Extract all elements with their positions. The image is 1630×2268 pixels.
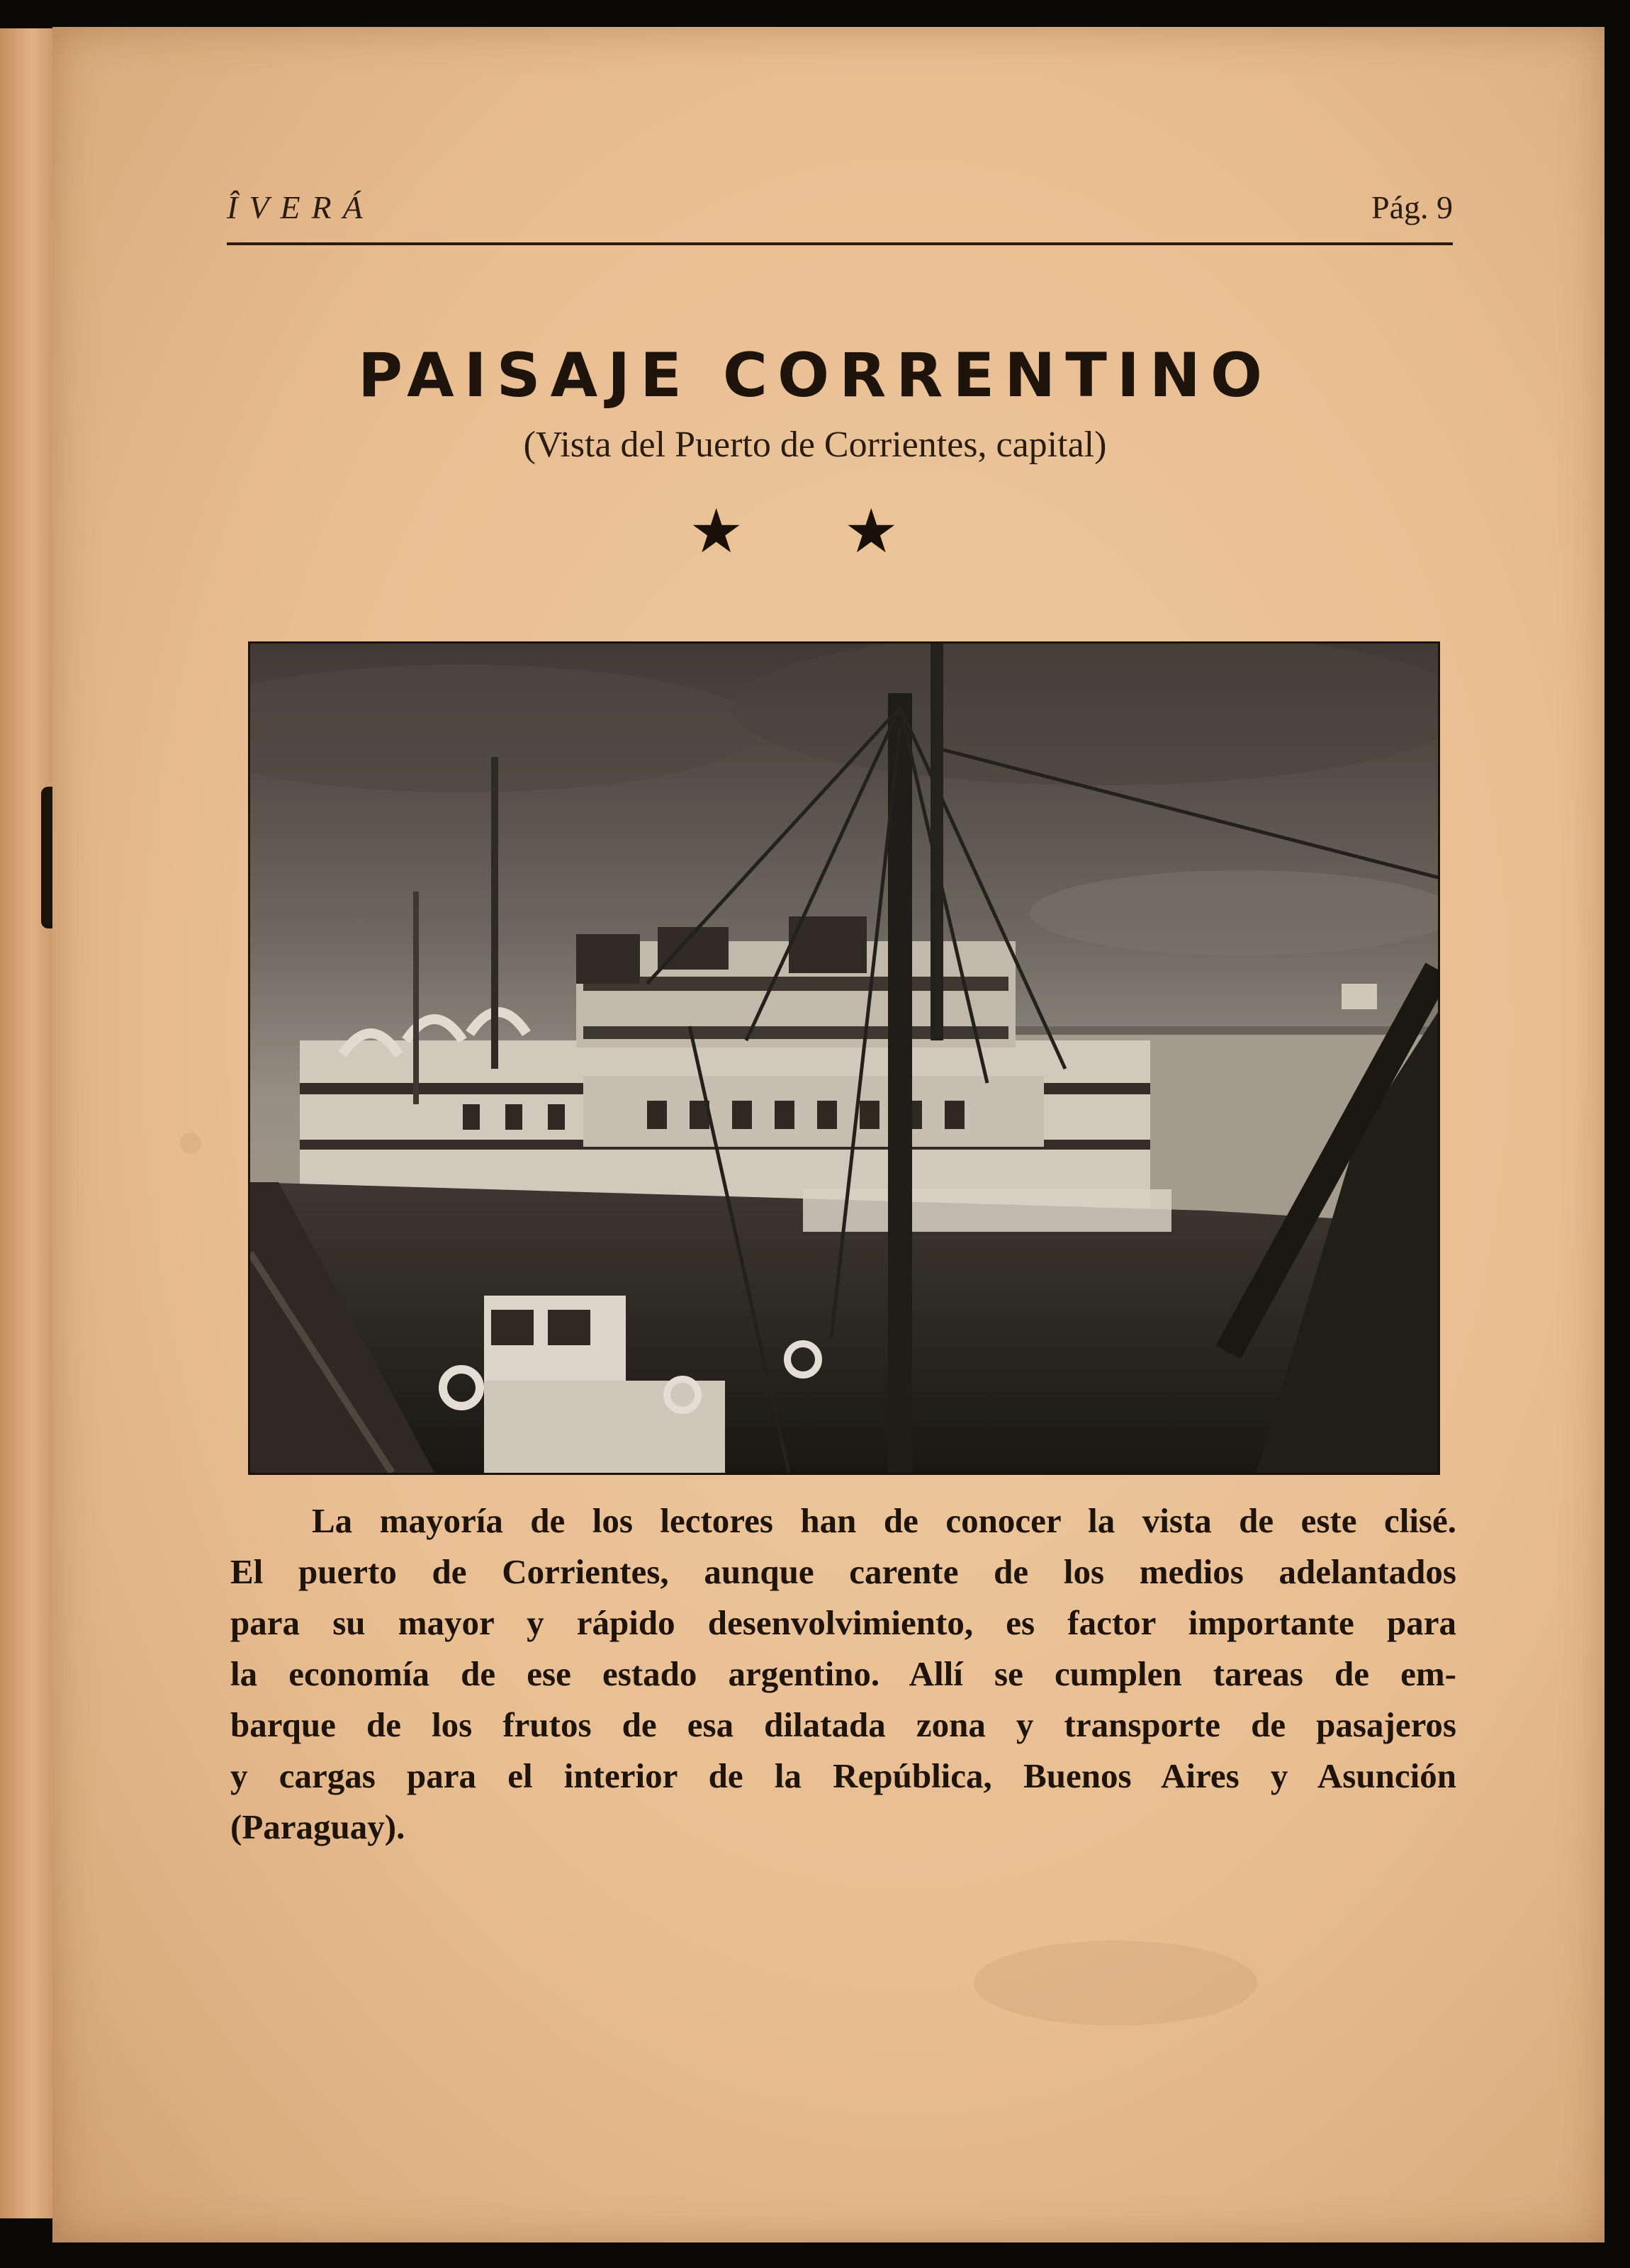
running-header [227,186,1453,245]
ship-at-port-image [250,644,1438,1473]
body-line: la economía de ese estado argentino. Allí se cumplen tareas de em- [230,1654,1456,1693]
paper-stain [180,1133,201,1154]
body-line: y cargas para el interior de la República, Buenos Aires y Asunción [230,1756,1456,1795]
star-ornament: ★ ★ [689,498,941,566]
magazine-name: ÎVERÁ [227,189,374,225]
article-subtitle: (Vista del Puerto de Corrientes, capital) [523,425,1107,465]
body-line: para su mayor y rápido desenvolvimiento, es factor importante para [230,1603,1456,1642]
article-body [230,1495,1456,1853]
article-title: PAISAJE CORRENTINO [357,340,1272,411]
page-number: Pág. 9 [1371,189,1453,225]
port-photograph [248,641,1440,1475]
paper-stain [974,1941,1257,2026]
body-line: (Paraguay). [230,1807,405,1846]
body-line: El puerto de Corrientes, aunque carente de los medios adelantados [230,1552,1456,1591]
body-line: La mayoría de los lectores han de conocer la vista de este clisé. [312,1501,1456,1540]
body-line: barque de los frutos de esa dilatada zona y transporte de pasajeros [230,1705,1456,1744]
